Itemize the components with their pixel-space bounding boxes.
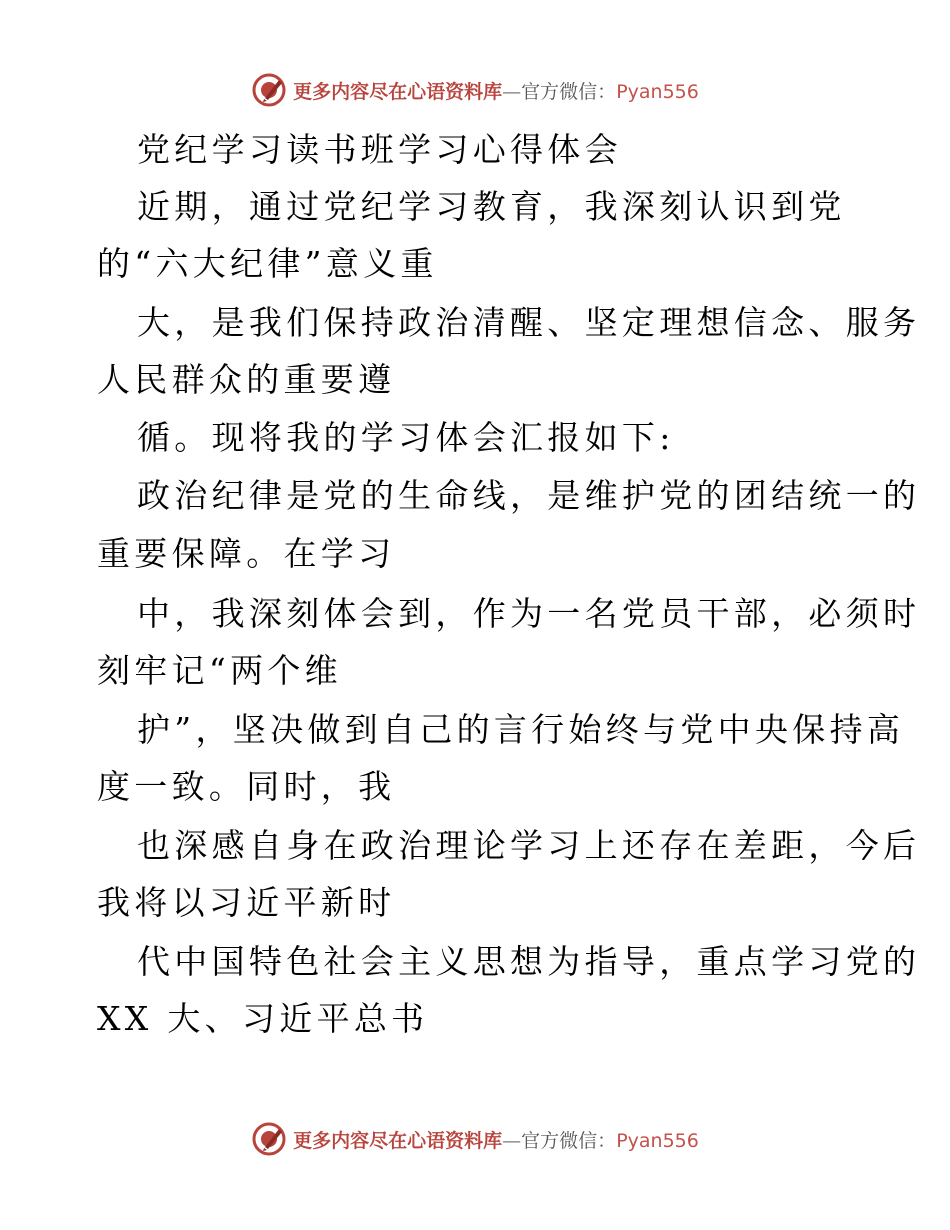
banner-wechat-label: 官方微信：: [521, 1129, 617, 1152]
paragraph-line: 人民群众的重要遵: [97, 360, 396, 399]
banner-separator: —: [502, 80, 522, 103]
banner-separator: —: [502, 1129, 522, 1152]
paragraph-line: 护”，坚决做到自己的言行始终与党中央保持高: [137, 710, 905, 749]
header-banner: [0, 70, 950, 110]
paragraph-line: XX 大、习近平总书: [97, 999, 429, 1038]
banner-wechat-label: 官方微信：: [521, 80, 617, 103]
paragraph-line: 度一致。同时，我: [97, 767, 396, 806]
banner-main-text: 更多内容尽在心语资料库: [293, 1129, 503, 1152]
paragraph-line: 代中国特色社会主义思想为指导，重点学习党的: [137, 942, 921, 981]
paragraph-line: 中，我深刻体会到，作为一名党员干部，必须时: [137, 594, 921, 633]
red-logo-icon: [251, 1121, 287, 1157]
paragraph-line: 重要保障。在学习: [97, 534, 396, 573]
document-title: 党纪学习读书班学习心得体会: [137, 130, 622, 169]
paragraph-line: 政治纪律是党的生命线，是维护党的团结统一的: [137, 476, 921, 515]
banner-account: Pyan556: [616, 80, 699, 103]
paragraph-line: 近期，通过党纪学习教育，我深刻认识到党: [137, 187, 846, 226]
banner-main-text: 更多内容尽在心语资料库: [293, 80, 503, 103]
paragraph-line: 循。现将我的学习体会汇报如下:: [137, 418, 675, 457]
banner-account: Pyan556: [616, 1129, 699, 1152]
paragraph-line: 我将以习近平新时: [97, 883, 396, 922]
paragraph-line: 大，是我们保持政治清醒、坚定理想信念、服务: [137, 303, 921, 342]
paragraph-line: 也深感自身在政治理论学习上还存在差距，今后: [137, 826, 921, 865]
footer-banner: [0, 1119, 950, 1159]
paragraph-line: 的“六大纪律”意义重: [97, 244, 438, 283]
paragraph-line: 刻牢记“两个维: [97, 651, 342, 690]
red-logo-icon: [251, 72, 287, 108]
